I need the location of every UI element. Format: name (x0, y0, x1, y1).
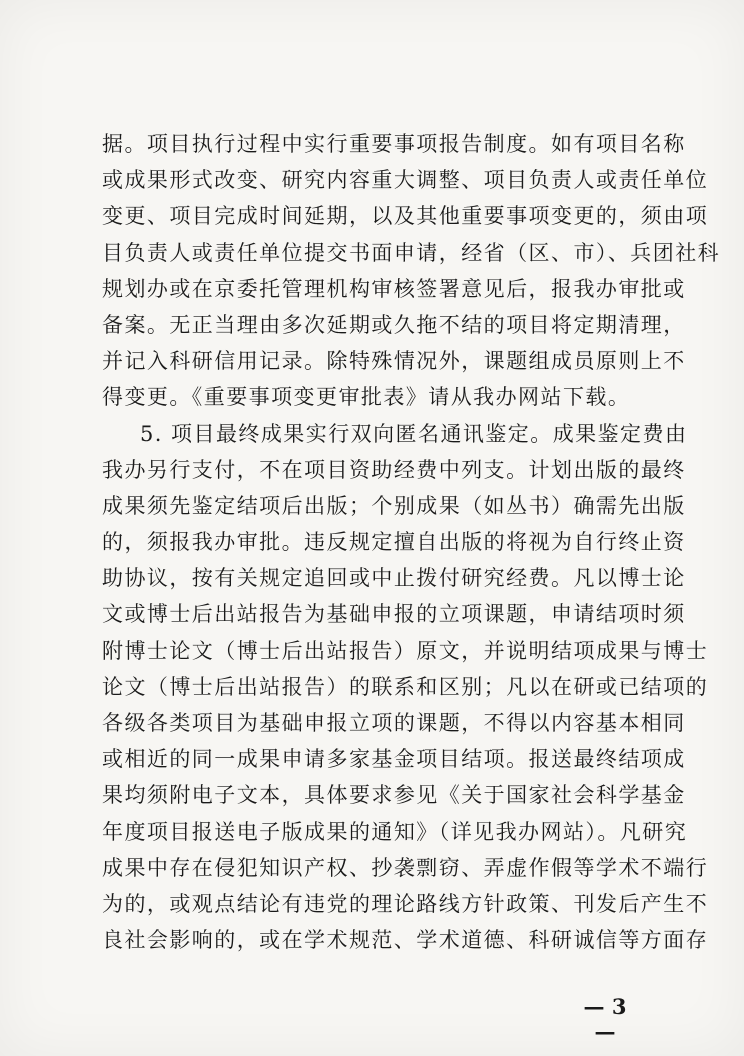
text-line-14: 文或博士后出站报告为基础申报的立项课题，申请结项时须 (102, 602, 686, 627)
text-line-16: 论文（博士后出站报告）的联系和区别；凡以在研或已结项的 (102, 674, 709, 699)
text-line-6: 备案。无正当理由多次延期或久拖不结的项目将定期清理， (102, 312, 686, 337)
text-line-18: 或相近的同一成果申请多家基金项目结项。报送最终结项成 (102, 747, 686, 772)
text-line-10: 我办另行支付，不在项目资助经费中列支。计划出版的最终 (102, 457, 686, 482)
text-line-5: 规划办或在京委托管理机构审核签署意见后，报我办审批或 (102, 276, 686, 301)
text-line-17: 各级各类项目为基础申报立项的课题，不得以内容基本相同 (102, 711, 686, 735)
text-line-2: 或成果形式改变、研究内容重大调整、项目负责人或责任单位 (102, 168, 709, 193)
text-line-15: 附博士论文（博士后出站报告）原文，并说明结项成果与博士 (102, 638, 709, 663)
text-line-3: 变更、项目完成时间延期，以及其他重要事项变更的，须由项 (102, 204, 709, 229)
text-line-20: 年度项目报送电子版成果的通知》（详见我办网站）。凡研究 (102, 819, 688, 844)
text-line-12: 的，须报我办审批。违反规定擅自出版的将视为自行终止资 (102, 530, 686, 555)
text-line-7: 并记入科研信用记录。除特殊情况外，课题组成员原则上不 (102, 349, 686, 374)
text-line-4: 目负责人或责任单位提交书面申请，经省（区、市）、兵团社科 (102, 240, 721, 265)
text-line-1: 据。项目执行过程中实行重要事项报告制度。如有项目名称 (102, 132, 686, 156)
paragraph-5-first-line: 5. 项目最终成果实行双向匿名通讯鉴定。成果鉴定费由 (140, 421, 688, 446)
text-line-21: 成果中存在侵犯知识产权、抄袭剽窃、弄虚作假等学术不端行 (102, 855, 709, 880)
text-line-8: 得变更。《重要事项变更审批表》请从我办网站下载。 (102, 385, 631, 410)
text-line-19: 果均须附电子文本，具体要求参见《关于国家社会科学基金 (102, 783, 686, 808)
body-text (102, 126, 721, 958)
text-line-23: 良社会影响的，或在学术规范、学术道德、科研诚信等方面存 (102, 928, 709, 953)
text-line-13: 助协议，按有关规定追回或中止拨付研究经费。凡以博士论 (102, 566, 686, 591)
text-line-22: 为的，或观点结论有违党的理论路线方针政策、刊发后产生不 (102, 891, 709, 916)
page-number: — 3 — (583, 994, 627, 1044)
text-line-11: 成果须先鉴定结项后出版；个别成果（如丛书）确需先出版 (102, 493, 686, 518)
